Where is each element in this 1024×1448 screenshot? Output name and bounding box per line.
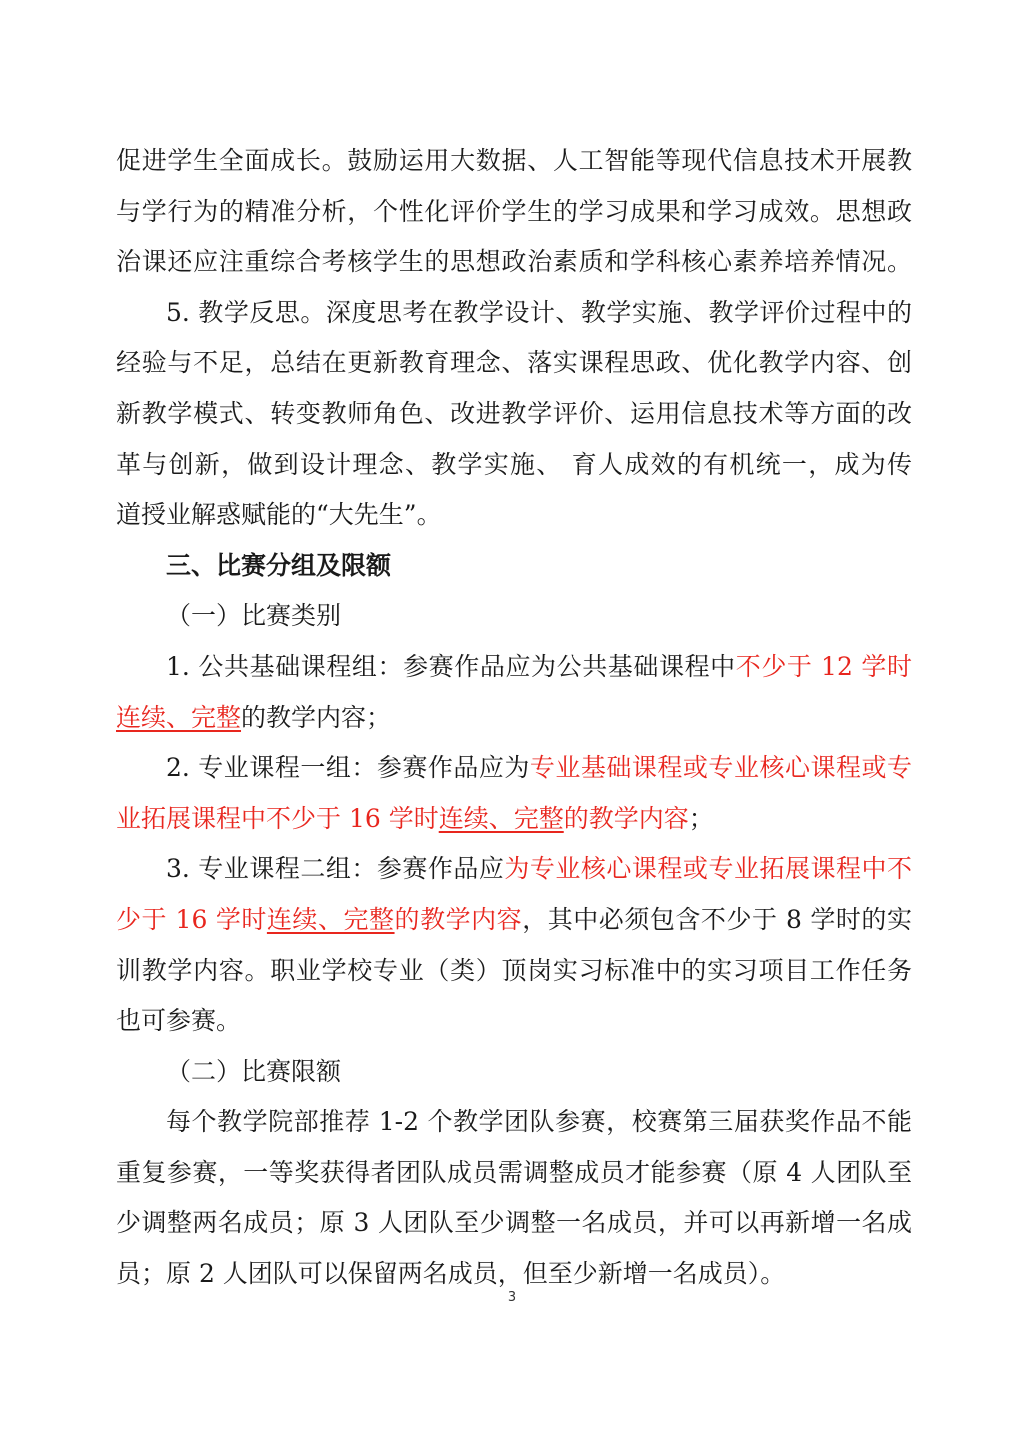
item-3-line-3: 训教学内容。职业学校专业（类）顶岗实习标准中的实习项目工作任务 [116, 955, 912, 985]
text-line: 重复参赛，一等奖获得者团队成员需调整成员才能参赛（原 4 人团队至 [116, 1157, 912, 1187]
document-body [116, 136, 912, 1300]
item-3-emphasis-3: 的教学内容 [394, 904, 523, 934]
item-2-emphasis: 专业基础课程或专业核心课程或专 [529, 753, 912, 783]
item-1-line-1 [116, 642, 912, 693]
subsection-heading: （二）比赛限额 [166, 1056, 342, 1086]
text-line: 与学行为的精准分析，个性化评价学生的学习成果和学习成效。思想政 [116, 196, 912, 226]
text-line: 5. 教学反思。深度思考在教学设计、教学实施、教学评价过程中的 [166, 297, 912, 327]
page-number: 3 [507, 1290, 517, 1305]
text-line: 促进学生全面成长。鼓励运用大数据、人工智能等现代信息技术开展教 [116, 146, 912, 175]
text-line: 每个教学院部推荐 1-2 个教学团队参赛，校赛第三届获奖作品不能 [166, 1107, 912, 1137]
item-1-text-end: 的教学内容； [241, 702, 392, 732]
item-1-emphasis: 不少于 12 学时 [735, 651, 912, 681]
text-line: 经验与不足，总结在更新教育理念、落实课程思政、优化教学内容、创 [116, 348, 912, 378]
item-2-line-1 [116, 743, 912, 794]
item-2-underlined: 连续、完整 [438, 803, 564, 833]
text-line: 新教学模式、转变教师角色、改进教学评价、运用信息技术等方面的改 [116, 398, 912, 428]
item-3-emphasis: 为专业核心课程或专业拓展课程中不 [504, 854, 912, 884]
text-line: 员；原 2 人团队可以保留两名成员，但至少新增一名成员）。 [116, 1259, 786, 1289]
item-1-line-2 [116, 693, 912, 744]
item-3-line-1 [116, 844, 912, 895]
item-3-text-2: ，其中必须包含不少于 8 学时的实 [522, 904, 912, 934]
item-3-line-4: 也可参赛。 [116, 1006, 242, 1036]
item-1-text: 1. 公共基础课程组：参赛作品应为公共基础课程中 [166, 651, 736, 681]
item-3-underlined: 连续、完整 [266, 904, 395, 934]
subsection-heading: （一）比赛类别 [166, 601, 342, 631]
item-2-text: 2. 专业课程一组：参赛作品应为 [166, 753, 530, 783]
item-2-emphasis-2: 业拓展课程中不少于 16 学时 [116, 803, 439, 833]
item-2-emphasis-3: 的教学内容 [563, 803, 689, 833]
text-line: 少调整两名成员；原 3 人团队至少调整一名成员，并可以再新增一名成 [116, 1208, 912, 1238]
item-3-text: 3. 专业课程二组：参赛作品应 [166, 854, 505, 884]
item-3-emphasis-2: 少于 16 学时 [116, 904, 267, 934]
text-line: 治课还应注重综合考核学生的思想政治素质和学科核心素养培养情况。 [116, 247, 912, 277]
text-line: 革与创新，做到设计理念、教学实施、 育人成效的有机统一，成为传 [116, 449, 912, 479]
item-1-underlined: 连续、完整 [116, 702, 242, 732]
text-line: 道授业解惑赋能的“大先生”。 [116, 500, 442, 530]
section-heading: 三、比赛分组及限额 [166, 550, 392, 580]
item-2-text-end: ； [688, 803, 714, 833]
item-2-line-2 [116, 794, 912, 845]
item-3-line-2 [116, 895, 912, 946]
